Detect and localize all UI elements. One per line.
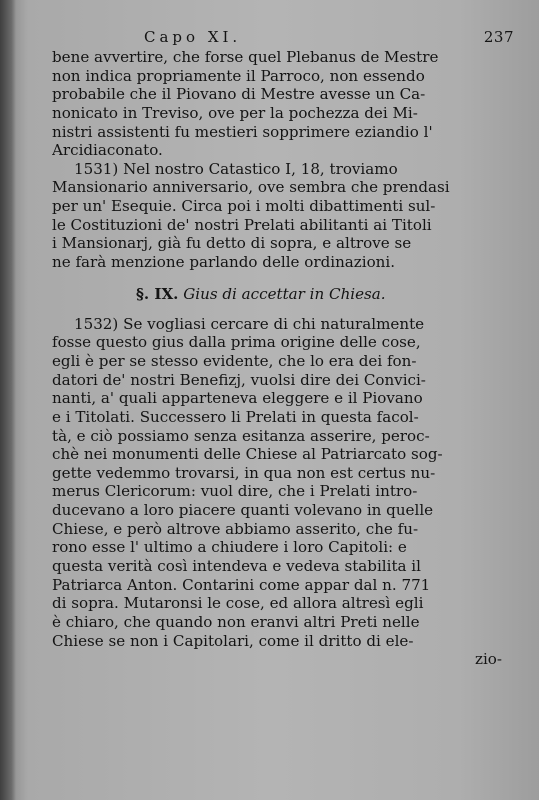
text-line: bene avvertire, che forse quel Plebanus de Mestre [52, 48, 439, 66]
page-number: 237 [483, 28, 514, 46]
text-line: probabile che il Piovano di Mestre avesse un Ca- [52, 85, 426, 104]
text-line: di sopra. Mutaronsi le cose, ed allora altresì egli [52, 594, 424, 613]
text-line: 1532) Se vogliasi cercare di chi naturalmente [74, 314, 425, 333]
page-gutter-shadow [0, 0, 16, 800]
text-line: nanti, a' quali apparteneva eleggere e il Piovano [52, 389, 423, 408]
text-line: chè nei monumenti delle Chiese al Patriarcato sog- [52, 445, 443, 464]
text-line: e i Titolati. Successero li Prelati in questa facol- [52, 407, 419, 426]
text-line: ducevano a loro piacere quanti volevano in quelle [52, 501, 434, 520]
section-title: Gius di accettar in Chiesa. [183, 284, 386, 303]
paragraph-continuation [52, 48, 522, 160]
section-heading [52, 285, 522, 313]
text-line: Chiese, e però altrove abbiamo asserito, che fu- [52, 519, 419, 538]
text-line: nonicato in Treviso, ove per la pochezza dei Mi- [52, 103, 418, 122]
text-line: egli è per se stesso evidente, che lo era dei fon- [52, 351, 417, 370]
page-header [52, 26, 522, 48]
text-line: Patriarca Anton. Contarini come appar dal n. 771 [52, 575, 431, 594]
paragraph-1531 [52, 160, 522, 272]
text-line: è chiaro, che quando non eranvi altri Preti nelle [52, 612, 420, 631]
text-line: Mansionario anniversario, ove sembra che prendasi [52, 178, 450, 197]
text-line: gette vedemmo trovarsi, in qua non est certus nu- [52, 463, 436, 482]
text-line: questa verità così intendeva e vedeva stabilita il [52, 557, 421, 576]
text-line: tà, e ciò possiamo senza esitanza asserire, peroc- [52, 426, 430, 445]
text-line: ne farà menzione parlando delle ordinazioni. [52, 253, 396, 272]
text-line: le Costituzioni de' nostri Prelati abilitanti ai Titoli [52, 215, 432, 234]
text-line: Chiese se non i Capitolari, come il dritto di ele- [52, 631, 414, 650]
text-line: merus Clericorum: vuol dire, che i Prelati intro- [52, 482, 418, 501]
text-line: rono esse l' ultimo a chiudere i loro Capitoli: e [52, 538, 407, 557]
section-number: §. IX. [136, 284, 179, 303]
text-line: fosse questo gius dalla prima origine delle cose, [52, 333, 421, 352]
paragraph-1532 [52, 315, 522, 651]
page-text [52, 26, 522, 669]
text-line: nistri assistenti fu mestieri sopprimere eziandio l' [52, 122, 433, 141]
text-line: i Mansionarj, già fu detto di sopra, e altrove se [52, 234, 412, 253]
text-line: datori de' nostri Benefizj, vuolsi dire dei Convici- [52, 370, 426, 389]
text-line: 1531) Nel nostro Catastico I, 18, troviamo [74, 159, 398, 178]
text-line: Arcidiaconato. [52, 141, 163, 160]
text-line: non indica propriamente il Parroco, non essendo [52, 66, 425, 85]
catchword: zio- [475, 650, 502, 669]
text-line: per un' Esequie. Circa poi i molti dibattimenti sul- [52, 197, 436, 216]
running-title: Capo XI. [144, 28, 242, 46]
